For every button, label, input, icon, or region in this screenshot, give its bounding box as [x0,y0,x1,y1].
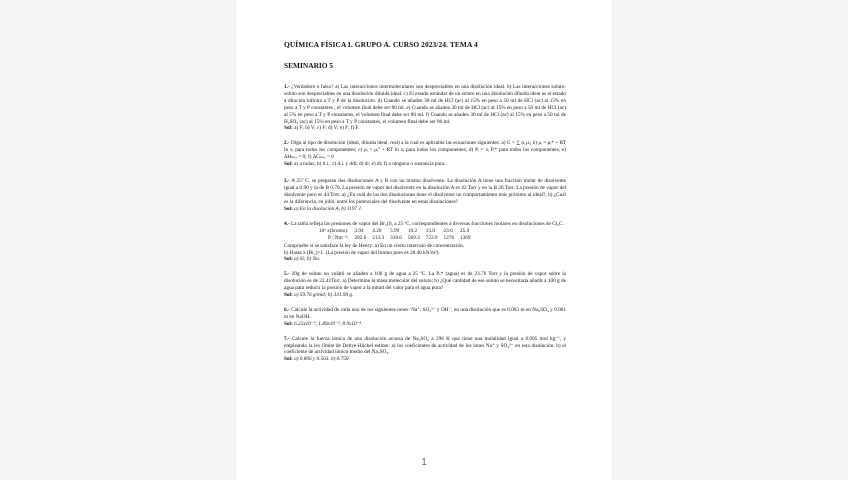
table-row-label: 10³ x(bromo): [319,228,349,235]
table-cell: 5.99 [390,228,400,235]
table-cell: 1369 [460,235,471,241]
solution-label: Sol: [284,161,293,168]
question-number: 5.- [284,271,290,278]
table-cell: 202.6 [354,235,367,241]
solution-text: a) Si; b) No. [294,256,321,263]
question-6 [284,307,566,328]
table-cell: 10.2 [407,228,418,235]
solution-text: a) a todas; b) d.i.; c) d.i. y ddi; d) di; e) di; f) a ninguna o sustancia pura. [294,161,446,168]
question-text: ¿Verdadero o falso? a) Las interacciones intermoleculares son despreciables en una disolución ideal. b) Las interacciones soluto-soluto son despreciables en una disolución diluida ideal. c) El estado estándar de un soluto en una disolución diluida ideal es el estado a dilución infinita a T y P de la disolución. d) Cuando se añaden 30 ml de HCl (ac) al 15% en peso a 50 ml de HCl (ac) al 15% en peso a T y P constantes , el volumen final debe ser 80 ml. e) Cuando se añaden 30 ml de HCl (ac) al 15% en peso a 50 ml de HCl (ac) al 5% en peso a T y P constantes, el volumen final debe ser 80 ml. f) Cuando se añaden 30 ml de HCl (ac) al 15% en peso a 50 ml de H₂SO₄ (ac) al 15% en peso a T y P constantes, el volumen final debe ser 80 ml. [284,84,567,125]
question-7 [284,336,566,364]
question-2 [284,140,566,168]
question-text: 20g de soluto no volátil se añaden a 100 g de agua a 25 ºC. La Pᵥ* (agua) es de 23.76 Torr y la presión de vapor sobre la disolución es de 22.41Torr. a) Determine la masa molecular del soluto; b) ¿Qué cantidad de ese soluto se necesitaría añadir a 100 g de agua para reducir la presión de vapor a la mitad del valor para el agua pura? [284,271,567,292]
solution-text: a) 0.866 y 0.563. b) 0.750. [294,356,350,363]
question-number: 3.- [284,177,290,184]
table-cell: 13.0 [425,228,435,235]
question-1 [284,84,566,132]
question-text: La tabla refleja las presiones de vapor del Br₂(l), a 25 ºC, correspondientes a diversas fracciones molares en disoluciones de Cl₄C. [291,220,564,227]
solution-label: Sol: [284,125,293,132]
table-row-label: P / Nm⁻²: [327,235,349,241]
solution-label: Sol: [284,292,293,299]
question-text: Diga al tipo de disolución (ideal, diluida ideal, real) a la cual es aplicable las ecuaciones siguientes: a) G = ∑ nᵢ μᵢ; b) μᵢ = μᵢ* + RT ln xᵢ para todos los componentes; c) μᵢ = μᵢ° + RT ln xᵢ para todos los componentes; d) Pᵢ = xᵢ Pᵢ* para todos los componentes; e) ΔHₘₑᵣ = 0; f) ΔGₘₑᵣ = 0 [284,140,567,161]
solution-label: Sol: [284,320,293,327]
solution-text: a) 59.76 g/mol; b) 331.99 g. [294,292,354,299]
question-number: 1.- [284,84,290,90]
question-text: Calcule la fuerza iónica de una disolución acuosa de Na₂SO₄ a 298 K que tiene una molalidad igual a 0.005 mol kg⁻¹, y empleando la ley límite de Debye-Hückel estime: a) los coeficientes de actividad de los iones Na⁺ y SO₄²⁻ en esta disolución. b) el coeficiente de actividad iónico medio del Na₂SO₄. [284,335,566,356]
document-title: QUÍMICA FÍSICA I. GRUPO A. CURSO 2023/24. TEMA 4 [284,40,478,49]
table-row [316,228,474,235]
solution-text: a) F; b) V; c) F; d) V; e) F; f) F. [294,125,360,132]
question-number: 4.- [284,220,290,227]
table-cell: 723.9 [425,235,438,241]
page-content [284,40,566,371]
question-text: A 25º C, se preparan dos disoluciones A y B con un mismo disolvente. La disolución A tiene una fracción molar de disolvente igual a 0.90 y la de B 0.70. La presión de vapor del disolvente en la disolución A es 42 Torr y en la B 26 Torr. La presión de vapor del disolvente puro es 44 Torr. a) ¿En cuál de las dos disoluciones tiene el disolvente un comportamiento más próximo al ideal?, b) ¿Cuál es la diferencia, en julio, entre los potenciales del disolvente en estas disoluciones? [284,177,566,205]
table-cell: 3.94 [354,228,364,235]
solution-text: a) En la disolución A, b) 1197 J. [294,205,362,212]
table-cell: 1276 [443,235,454,241]
question-5 [284,271,566,299]
solution-label: Sol: [284,205,293,212]
vapor-pressure-table [316,228,474,241]
question-text-continued: Compruebe si se satisface la ley de Henry: a) En un cierto intervalo de concentración. [284,242,465,249]
table-row [316,235,474,242]
question-number: 7.- [284,335,290,342]
question-4 [284,221,566,264]
table-cell: 318.6 [390,235,402,241]
page-number: 1 [421,457,427,468]
question-text-continued: b) Hasta x (Br₂)=1. (La presión de vapor del bromo puro es 28.40 kN/m²). [284,249,440,256]
table-cell: 569.3 [407,235,420,241]
question-number: 6.- [284,306,290,313]
table-cell: 4.20 [372,228,382,235]
table-cell: 25.0 [460,228,470,235]
table-cell: 213.3 [372,235,385,241]
question-number: 2.- [284,140,290,147]
solution-label: Sol: [284,256,293,263]
solution-text: 6.22x10⁻³; 1.89x10⁻³; 8.9x10⁻⁴. [294,320,363,327]
question-3 [284,178,566,213]
question-text: Calcule la actividad de cada uno de los siguientes iones: Na⁺, SO₄²⁻ y OH⁻, en una disolución que es 0.003 m en Na₂SO₄ y 0.001 m en NaOH. [284,306,566,320]
seminar-heading: SEMINARIO 5 [284,61,334,70]
document-page [236,0,612,480]
table-cell: 23.6 [443,228,453,235]
solution-label: Sol: [284,356,293,363]
